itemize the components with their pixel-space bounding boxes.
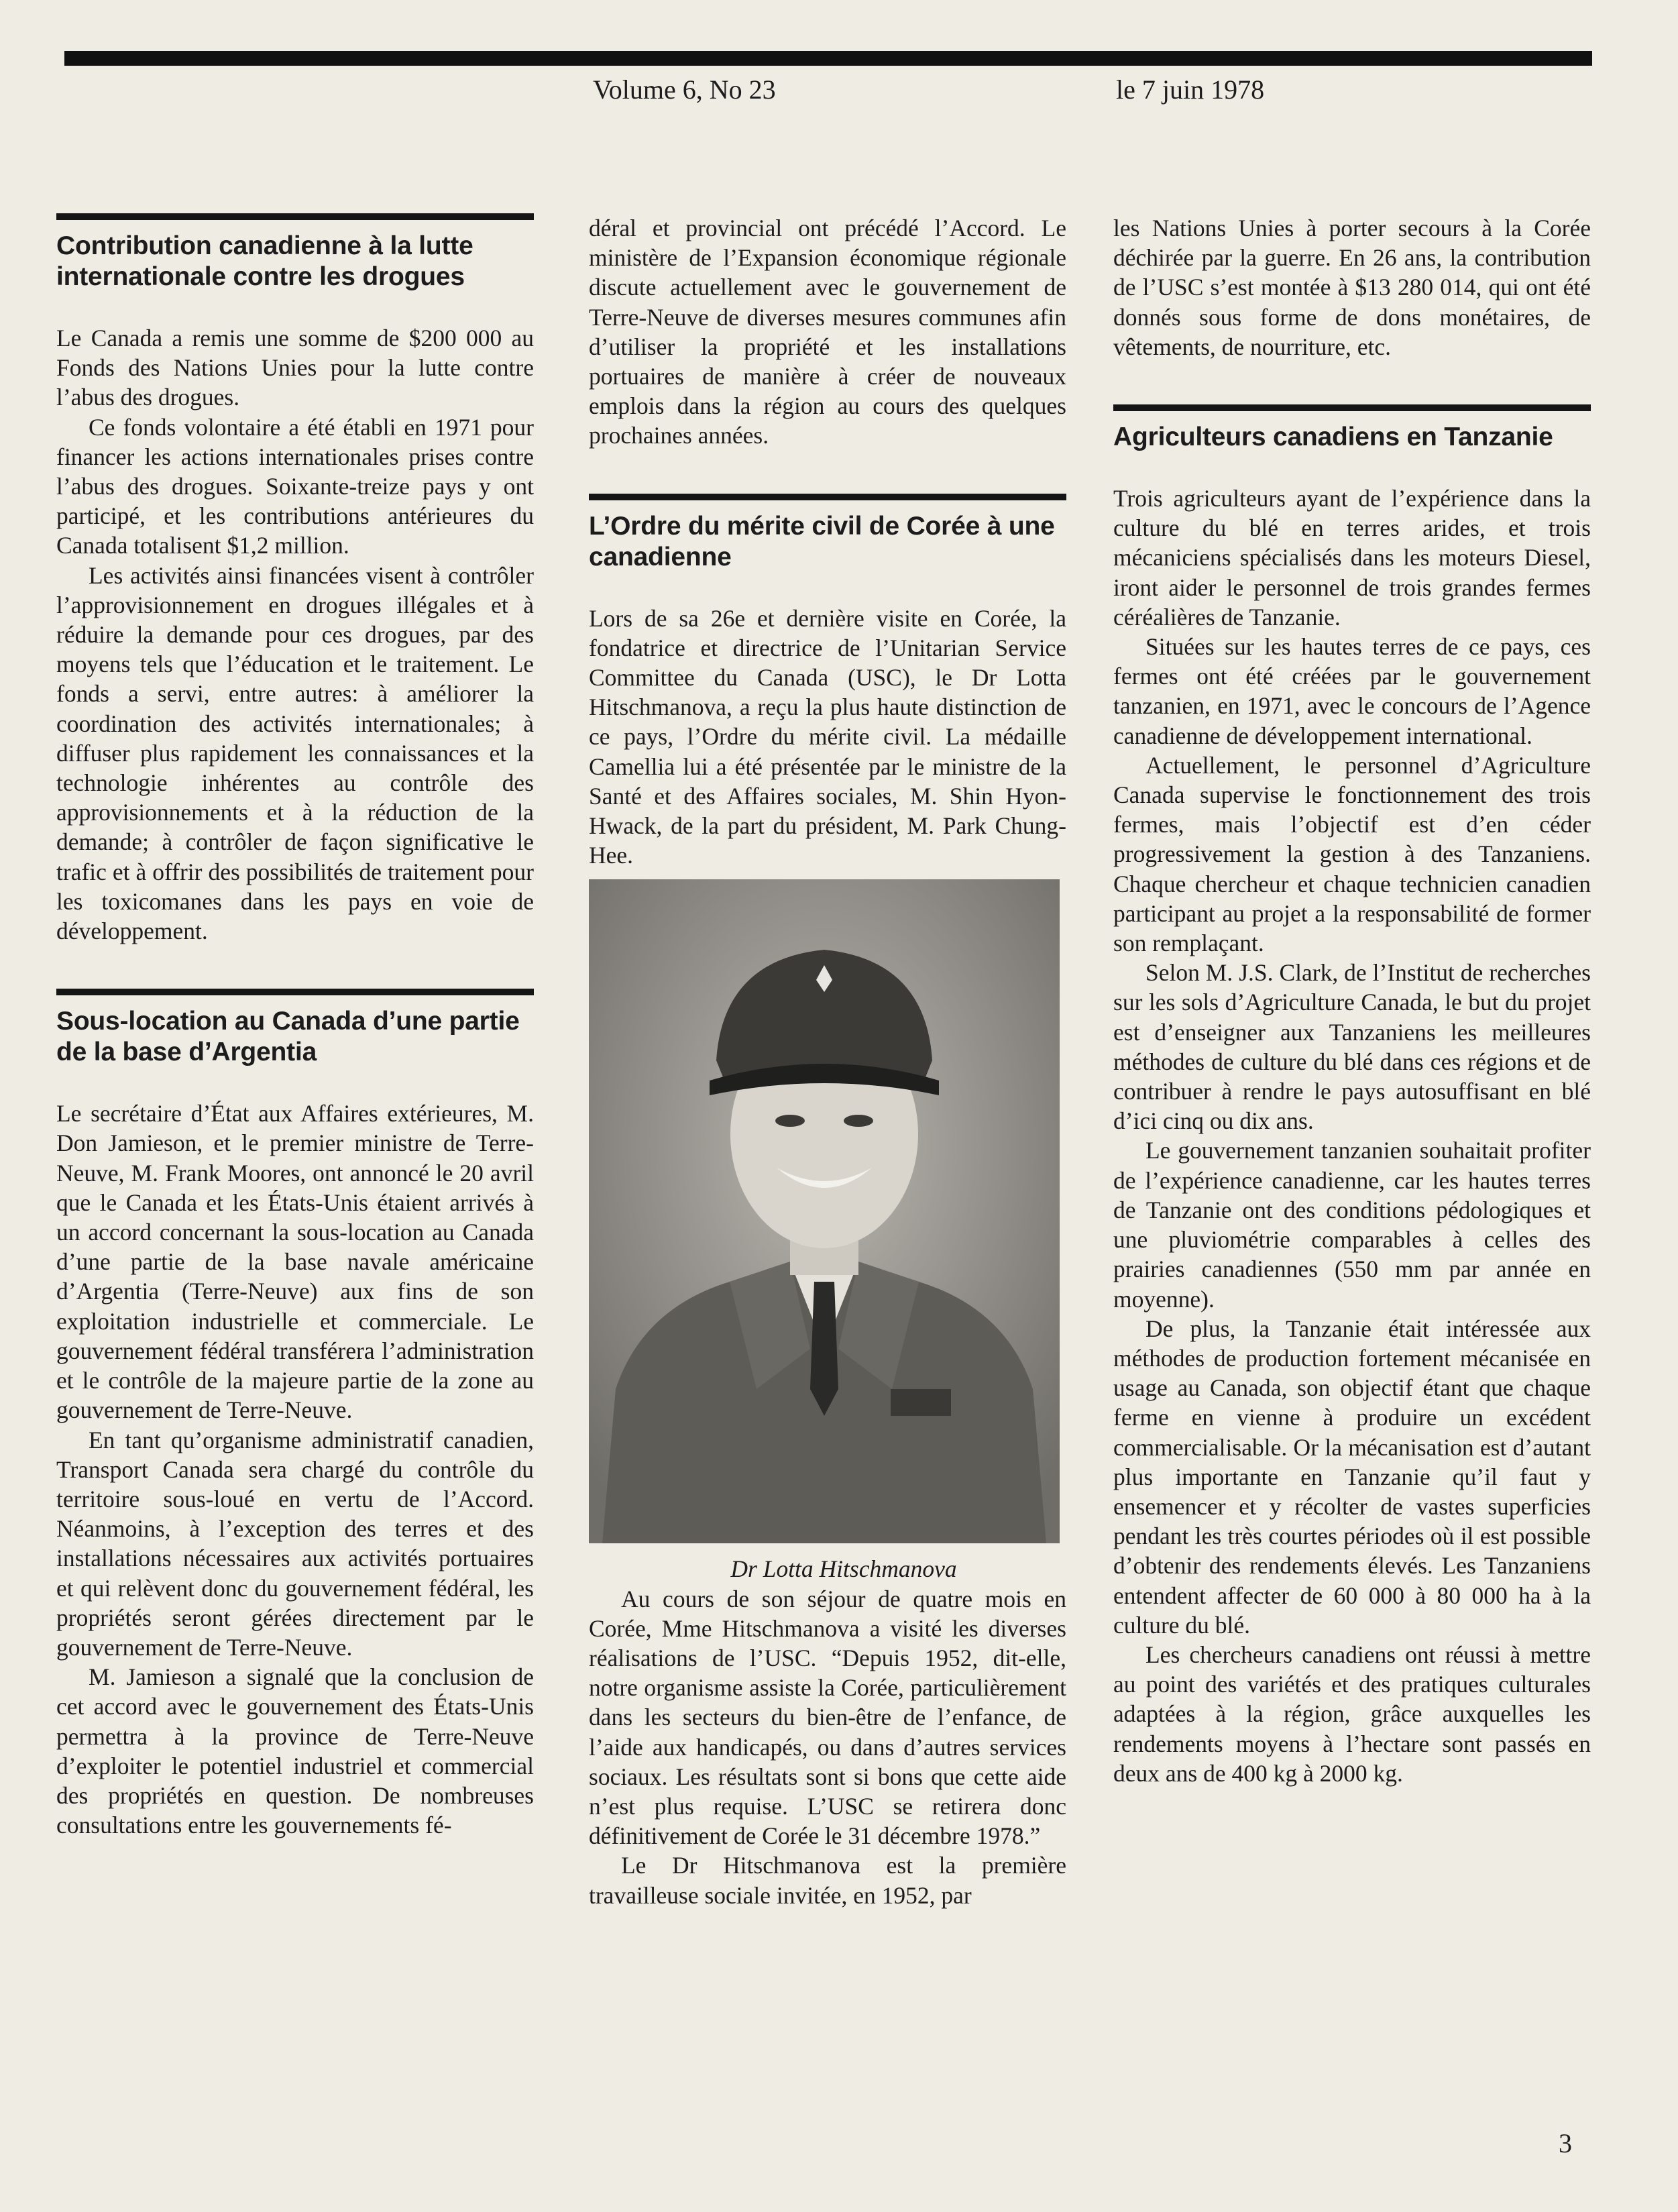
paragraph: Trois agriculteurs ayant de l’expérience dans la culture du blé en terres arides, et trois mécaniciens spécialisés dans les moteurs Diesel, iront aider le personnel de trois grandes fermes céréalières de Tanzanie. bbox=[1113, 485, 1591, 630]
paragraph: Les activités ainsi financées visent à contrôler l’approvisionnement en drogues illégales et à réduire la demande pour ces drogues, par des moyens tels que l’éducation et le traitement. Le fonds a servi, entre autres: à améliorer la coordination des activités internationales; à diffuser plus rapidement les connaissances et la technologie inhérentes au contrôle des approvisionnements et à la réduction de la demande; à contrôler de façon significative le trafic et à offrir des possibilités de traitement pour les toxicomanes dans les pays en voie de développement. bbox=[56, 561, 534, 945]
headline-argentia: Sous-location au Canada d’une partie de la base d’Argentia bbox=[56, 1007, 520, 1067]
headline-coree: L’Ordre du mérite civil de Corée à une canadienne bbox=[589, 511, 1055, 571]
section-rule bbox=[589, 494, 1066, 500]
paragraph: Ce fonds volontaire a été établi en 1971 pour financer les actions internationales prises contre l’abus des drogues. Soixante-treize pays y ont participé, et les contributions antérieures du Canada totalisent $1,2 million. bbox=[56, 413, 534, 559]
paragraph: Le secrétaire d’État aux Affaires extérieures, M. Don Jamieson, et le premier ministre de Terre-Neuve, M. Frank Moores, ont annoncé le 20 avril que le Canada et les États-Unis étaient arrivés à un accord concernant la sous-location au Canada d’une partie de la base navale américaine d’Argentia (Terre-Neuve) aux fins de son exploitation industrielle et commerciale. Le gouvernement fédéral transférera l’administration et le contrôle de la majeure partie de la zone au gouvernement de Terre-Neuve. bbox=[56, 1100, 534, 1424]
issue-number: Volume 6, No 23 bbox=[593, 74, 776, 105]
section-rule bbox=[56, 989, 534, 995]
portrait-photo bbox=[589, 879, 1060, 1543]
headline-drogues: Contribution canadienne à la lutte internationale contre les drogues bbox=[56, 231, 473, 291]
paragraph: Le Dr Hitschmanova est la première travailleuse sociale invitée, en 1952, par bbox=[589, 1852, 1066, 1909]
paragraph: De plus, la Tanzanie était intéressée aux méthodes de production fortement mécanisée en usage au Canada, son objectif étant que chaque ferme en vienne à produire un excédent commercialisable. Or la mécanisation est d’autant plus importante en Tanzanie qu’il faut y ensemencer et y récolter de vastes superficies pendant les très courtes périodes où il est possible d’obtenir des rendements élevés. Les Tanzaniens entendent affecter de 60 000 à 80 000 ha à la culture du blé. bbox=[1113, 1315, 1591, 1639]
paragraph: M. Jamieson a signalé que la conclusion de cet accord avec le gouvernement des États-Unis permettra à la province de Terre-Neuve d’exploiter le potentiel industriel et commercial des propriétés en question. De nombreuses consultations entre les gouvernements fé- bbox=[56, 1663, 534, 1839]
paragraph: En tant qu’organisme administratif canadien, Transport Canada sera chargé du contrôle du territoire sous-loué en vertu de l’Accord. Néanmoins, à l’exception des terres et des installations nécessaires aux activités portuaires et qui relèvent donc du gouvernement fédéral, les propriétés seront gérées directement par le gouvernement de Terre-Neuve. bbox=[56, 1426, 534, 1661]
paragraph: Le gouvernement tanzanien souhaitait profiter de l’expérience canadienne, car les hautes terres de Tanzanie ont des conditions pédologiques et une pluviométrie comparables à celles des prairies canadiennes (550 mm par année en moyenne). bbox=[1113, 1137, 1591, 1313]
issue-date: le 7 juin 1978 bbox=[1116, 74, 1265, 105]
column-1 bbox=[56, 213, 534, 1840]
top-rule bbox=[64, 51, 1592, 66]
page-number: 3 bbox=[1559, 2128, 1572, 2158]
column-3 bbox=[1113, 213, 1591, 1788]
paragraph: Les chercheurs canadiens ont réussi à mettre au point des variétés et des pratiques culturales adaptées à la région, grâce auxquelles les rendements moyens à l’hectare sont passés en deux ans de 400 kg à 2000 kg. bbox=[1113, 1641, 1591, 1787]
paragraph-continued: déral et provincial ont précédé l’Accord. Le ministère de l’Expansion économique régionale discute actuellement avec le gouvernement de Terre-Neuve de diverses mesures communes afin d’utiliser la propriété et les installations portuaires de manière à créer de nouveaux emplois dans la région au cours des quelques prochaines années. bbox=[589, 215, 1066, 449]
section-rule bbox=[1113, 404, 1591, 411]
paragraph: Actuellement, le personnel d’Agriculture Canada supervise le fonctionnement des trois fermes, mais l’objectif est d’en céder progressivement la gestion à des Tanzaniens. Chaque chercheur et chaque technicien canadien participant au projet a la responsabilité de former son remplaçant. bbox=[1113, 751, 1591, 957]
paragraph: Lors de sa 26e et dernière visite en Corée, la fondatrice et directrice de l’Unitarian Service Committee du Canada (USC), le Dr Lotta Hitschmanova, a reçu la plus haute distinction de ce pays, l’Ordre du mérite civil. La médaille Camellia lui a été présentée par le ministre de la Santé et des Affaires sociales, M. Shin Hyon-Hwack, de la part du président, M. Park Chung-Hee. bbox=[589, 604, 1066, 869]
paragraph: Situées sur les hautes terres de ce pays, ces fermes ont été créées par le gouvernement tanzanien, en 1971, avec le concours de l’Agence canadienne de développement international. bbox=[1113, 633, 1591, 749]
column-2 bbox=[589, 213, 1066, 1910]
headline-tanzanie: Agriculteurs canadiens en Tanzanie bbox=[1113, 423, 1553, 452]
paragraph: Selon M. J.S. Clark, de l’Institut de recherches sur les sols d’Agriculture Canada, le but du projet est d’enseigner aux Tanzaniens les meilleures méthodes de culture du blé dans ces régions et de contribuer à rendre le pays autosuffisant en blé d’ici cinq ou dix ans. bbox=[1113, 959, 1591, 1135]
paragraph-continued: les Nations Unies à porter secours à la Corée déchirée par la guerre. En 26 ans, la contribution de l’USC s’est montée à $13 280 014, qui ont été donnés sous forme de dons monétaires, de vêtements, de nourriture, etc. bbox=[1113, 215, 1591, 360]
paragraph: Au cours de son séjour de quatre mois en Corée, Mme Hitschmanova a visité les diverses réalisations de l’USC. “Depuis 1952, dit-elle, notre organisme assiste la Corée, particulièrement dans les secteurs du bien-être de l’enfance, de l’aide aux handicapés, ou dans d’autres services sociaux. Les résultats sont si bons que cette aide n’est plus requise. L’USC se retirera donc définitivement de Corée le 31 décembre 1978.” bbox=[589, 1585, 1066, 1850]
photo-caption: Dr Lotta Hitschmanova bbox=[730, 1555, 957, 1583]
paragraph: Le Canada a remis une somme de $200 000 au Fonds des Nations Unies pour la lutte contre l’abus des drogues. bbox=[56, 325, 534, 411]
section-rule bbox=[56, 213, 534, 220]
